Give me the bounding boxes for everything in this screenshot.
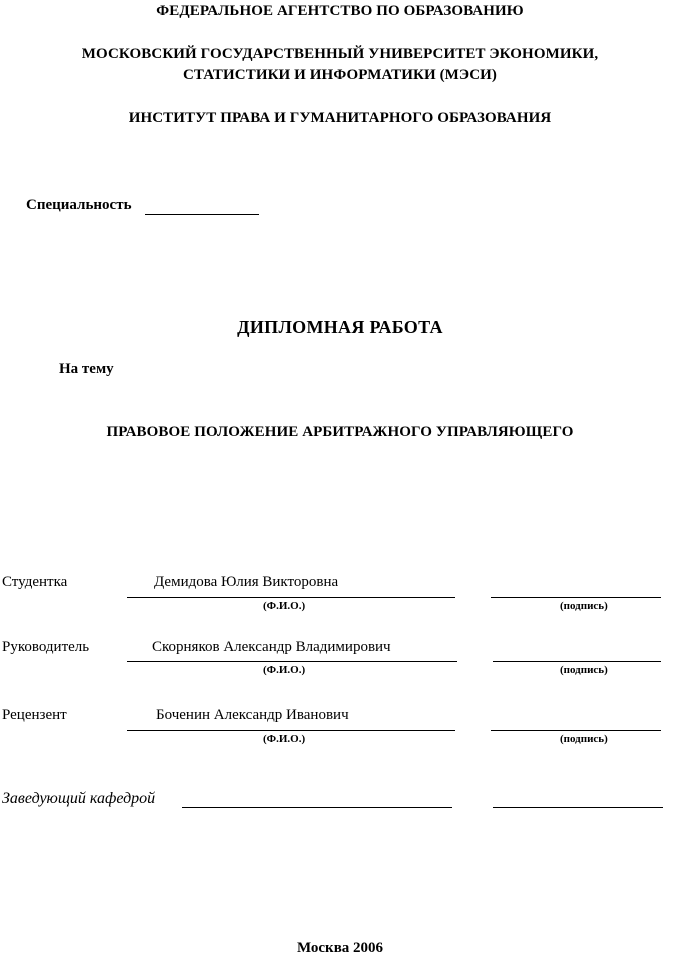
- city-year: Москва 2006: [296, 940, 384, 956]
- topic-label: На тему: [59, 361, 114, 377]
- student-role-label: Студентка: [2, 574, 68, 590]
- supervisor-signature-line: [493, 661, 661, 662]
- institute-title: ИНСТИТУТ ПРАВА И ГУМАНИТАРНОГО ОБРАЗОВАНИЯ: [128, 110, 552, 126]
- university-title-line2: СТАТИСТИКИ И ИНФОРМАТИКИ (МЭСИ): [183, 67, 497, 83]
- specialty-label: Специальность: [26, 197, 132, 213]
- student-fio-caption: (Ф.И.О.): [263, 600, 306, 612]
- head-of-department-label: Заведующий кафедрой: [2, 790, 156, 807]
- agency-title: ФЕДЕРАЛЬНОЕ АГЕНТСТВО ПО ОБРАЗОВАНИЮ: [156, 3, 524, 19]
- head-of-department-name-line: [182, 807, 452, 808]
- work-type-title: ДИПЛОМНАЯ РАБОТА: [237, 317, 443, 337]
- topic-title: ПРАВОВОЕ ПОЛОЖЕНИЕ АРБИТРАЖНОГО УПРАВЛЯЮЩЕГО: [106, 424, 574, 440]
- reviewer-signature-line: [491, 730, 661, 731]
- supervisor-fio-caption: (Ф.И.О.): [263, 664, 306, 676]
- student-fio-line: [127, 597, 455, 598]
- university-title-line1: МОСКОВСКИЙ ГОСУДАРСТВЕННЫЙ УНИВЕРСИТЕТ ЭКОНОМИКИ,: [81, 46, 599, 62]
- reviewer-fio-line: [127, 730, 455, 731]
- supervisor-role-label: Руководитель: [2, 639, 90, 655]
- reviewer-signature-caption: (подпись): [560, 733, 608, 745]
- specialty-blank-line: [145, 214, 259, 215]
- reviewer-name: Боченин Александр Иванович: [156, 707, 349, 723]
- supervisor-fio-line: [127, 661, 457, 662]
- supervisor-name: Скорняков Александр Владимирович: [152, 639, 391, 655]
- student-signature-line: [491, 597, 661, 598]
- student-signature-caption: (подпись): [560, 600, 608, 612]
- supervisor-signature-caption: (подпись): [560, 664, 608, 676]
- head-of-department-signature-line: [493, 807, 663, 808]
- student-name: Демидова Юлия Викторовна: [154, 574, 339, 590]
- reviewer-fio-caption: (Ф.И.О.): [263, 733, 306, 745]
- reviewer-role-label: Рецензент: [2, 707, 67, 723]
